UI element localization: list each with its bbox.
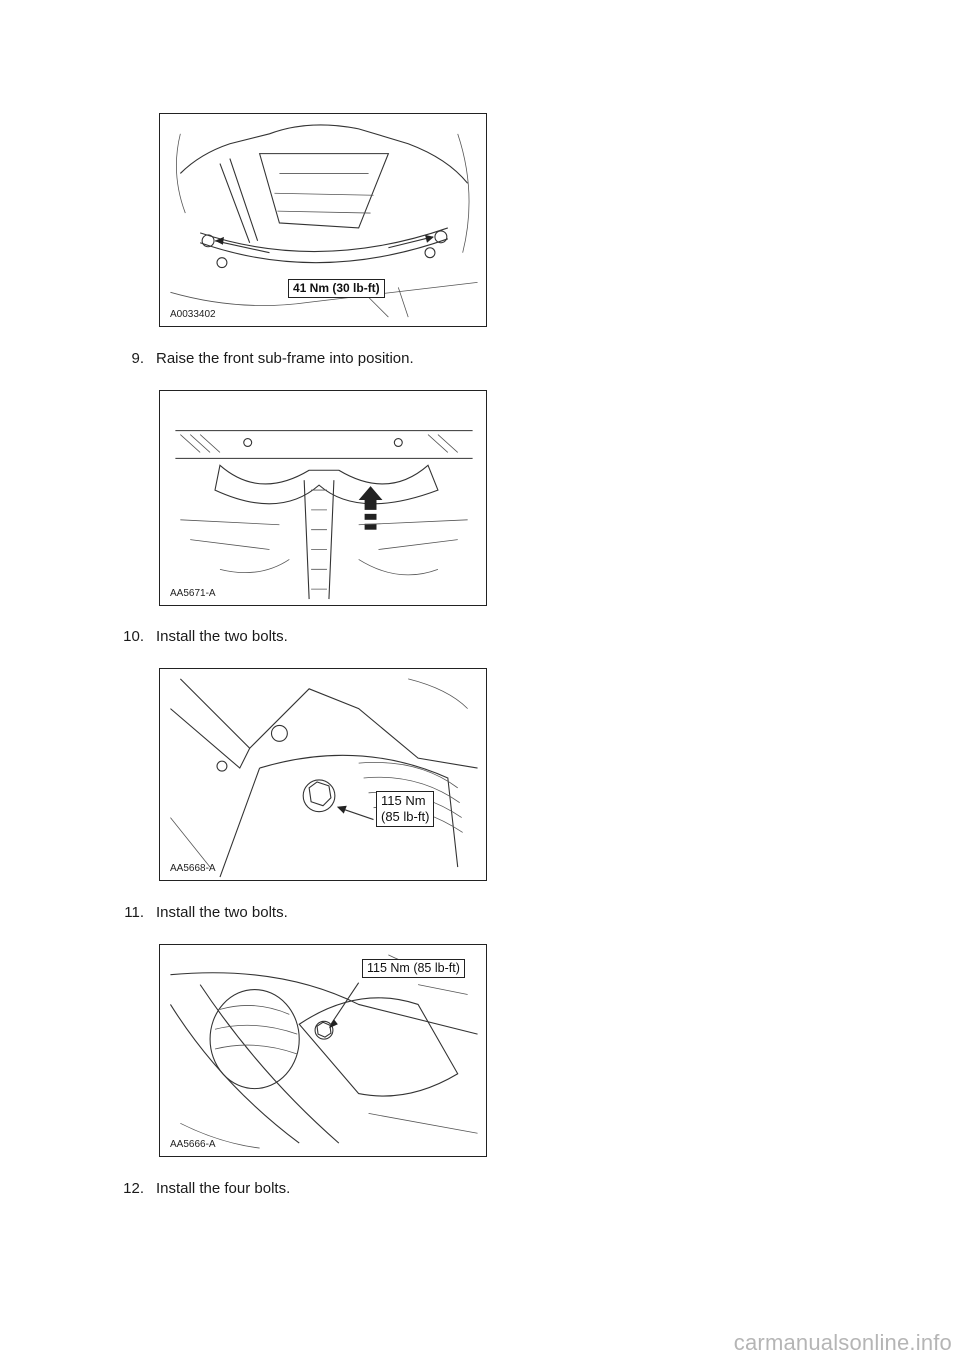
torque-callout-4: 115 Nm (85 lb-ft) (362, 959, 465, 978)
step-11 (114, 904, 288, 921)
figure-4 (159, 944, 487, 1157)
step-12 (114, 1180, 290, 1197)
watermark: carmanualsonline.info (733, 1330, 952, 1355)
torque-callout-3 (376, 791, 434, 827)
step-9-number: 9. (131, 350, 144, 367)
torque-callout-1: 41 Nm (30 lb-ft) (288, 279, 385, 298)
figure-3-id: AA5668-A (170, 863, 216, 874)
torque-callout-3-line1: 115 Nm (381, 793, 426, 808)
step-10 (114, 628, 288, 645)
step-11-text: Install the two bolts. (156, 904, 288, 921)
figure-1-id: A0033402 (170, 309, 216, 320)
step-10-text: Install the two bolts. (156, 628, 288, 645)
step-10-number: 10. (123, 628, 144, 645)
figure-3 (159, 668, 487, 881)
figure-2 (159, 390, 487, 606)
figure-1 (159, 113, 487, 327)
torque-callout-3-line2: (85 lb-ft) (381, 809, 430, 824)
step-12-text: Install the four bolts. (156, 1180, 291, 1197)
figure-4-id: AA5666-A (170, 1139, 216, 1150)
step-9-text: Raise the front sub-frame into position. (156, 350, 414, 367)
step-9 (114, 350, 414, 367)
figure-2-id: AA5671-A (170, 588, 216, 599)
step-12-number: 12. (123, 1180, 144, 1197)
step-11-number: 11. (124, 904, 144, 921)
figure-3-illustration (160, 669, 486, 880)
figure-2-illustration (160, 391, 486, 605)
